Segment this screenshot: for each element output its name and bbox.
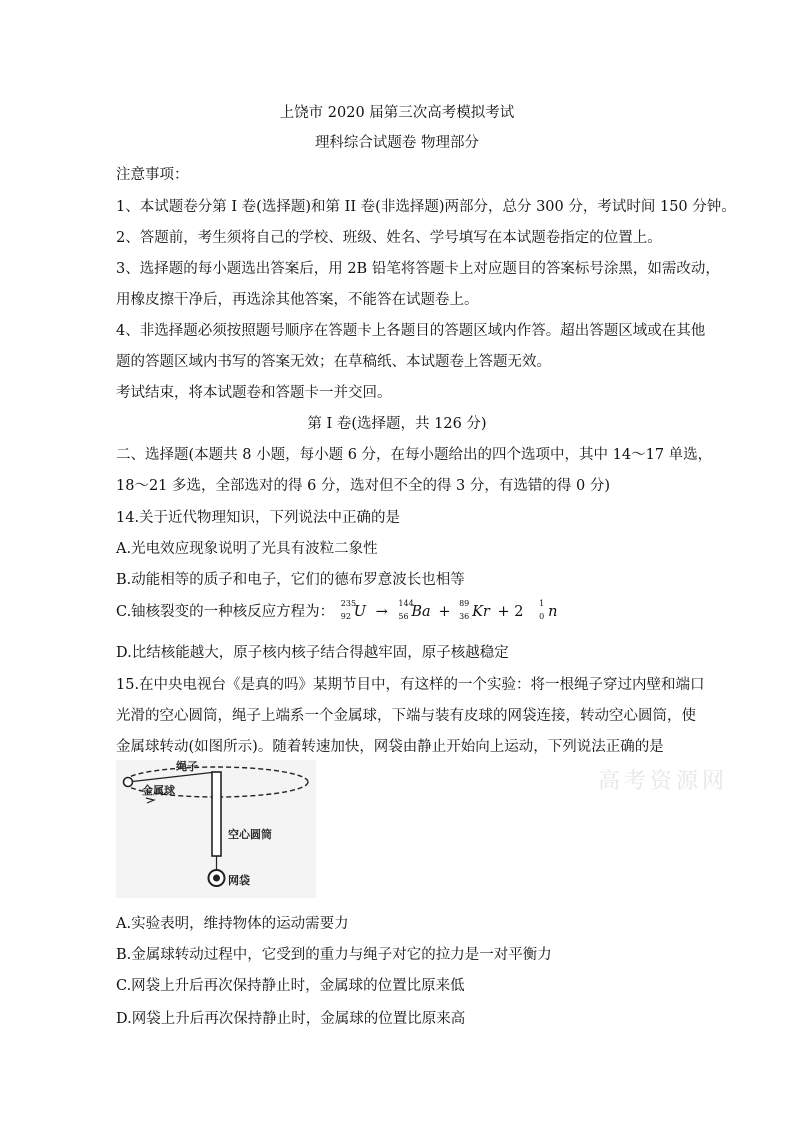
q15-stem-line-1: 15.在中央电视台《是真的吗》某期节目中，有这样的一个实验：将一根绳子穿过内壁和端口 bbox=[116, 677, 705, 693]
q14-option-d: D.比结核能越大，原子核内核子结合得越牢固，原子核越稳定 bbox=[116, 645, 509, 661]
notice-item-1: 1、本试题卷分第 I 卷(选择题)和第 II 卷(非选择题)两部分，总分 300 分，考试时间 150 分钟。 bbox=[116, 199, 736, 215]
notice-item-2: 2、答题前，考生须将自己的学校、班级、姓名、学号填写在本试题卷指定的位置上。 bbox=[116, 230, 662, 246]
exam-title: 上饶市 2020 届第三次高考模拟考试 bbox=[279, 105, 515, 121]
q15-option-d: D.网袋上升后再次保持静止时，金属球的位置比原来高 bbox=[116, 1011, 466, 1027]
barium-nuclide: 144 56 Ba bbox=[398, 599, 431, 621]
plus-sign: + bbox=[438, 604, 451, 620]
label-net: 网袋 bbox=[228, 874, 250, 887]
label-rope: 绳子 bbox=[176, 760, 198, 773]
notice-item-3-cont: 用橡皮擦干净后，再选涂其他答案，不能答在试题卷上。 bbox=[116, 292, 479, 308]
q15-option-a: A.实验表明，维持物体的运动需要力 bbox=[116, 916, 349, 932]
section-instruction-1: 二、选择题(本题共 8 小题，每小题 6 分，在每小题给出的四个选项中，其中 14～17 单选， bbox=[116, 447, 713, 463]
q15-stem-line-2: 光滑的空心圆筒，绳子上端系一个金属球，下端与装有皮球的网袋连接，转动空心圆筒，使 bbox=[116, 708, 696, 724]
reaction-arrow: → bbox=[375, 604, 388, 620]
watermark: 高考资源网 bbox=[598, 769, 729, 794]
uranium-nuclide: 235 92 U bbox=[340, 599, 367, 621]
q15-option-b: B.金属球转动过程中，它受到的重力与绳子对它的拉力是一对平衡力 bbox=[116, 947, 552, 963]
section-title: 第 I 卷(选择题，共 126 分) bbox=[307, 416, 487, 432]
label-tube: 空心圆筒 bbox=[228, 828, 272, 841]
notice-heading: 注意事项： bbox=[116, 167, 189, 183]
hollow-tube bbox=[212, 772, 221, 856]
neutron: 1 0 n bbox=[539, 599, 558, 621]
q14-option-c bbox=[116, 600, 558, 624]
plus-two: + 2 bbox=[497, 604, 524, 620]
net-bag bbox=[213, 875, 220, 882]
figure-drawing bbox=[116, 760, 316, 898]
q15-stem-line-3: 金属球转动(如图所示)。随着转速加快，网袋由静止开始向上运动，下列说法正确的是 bbox=[116, 739, 664, 755]
notice-item-4: 4、非选择题必须按照题号顺序在答题卡上各题目的答题区域内作答。超出答题区域或在其他 bbox=[116, 323, 706, 339]
nuclear-equation bbox=[340, 599, 559, 621]
q14-stem: 14.关于近代物理知识，下列说法中正确的是 bbox=[116, 510, 401, 526]
notice-ending: 考试结束，将本试题卷和答题卡一并交回。 bbox=[116, 385, 392, 401]
q15-option-c: C.网袋上升后再次保持静止时，金属球的位置比原来低 bbox=[116, 978, 465, 994]
metal-ball bbox=[124, 778, 133, 787]
notice-item-3: 3、选择题的每小题选出答案后，用 2B 铅笔将答题卡上对应题目的答案标号涂黑，如需改动， bbox=[116, 261, 720, 277]
section-instruction-2: 18～21 多选，全部选对的得 6 分，选对但不全的得 3 分，有选错的得 0 分) bbox=[116, 478, 610, 494]
exam-subtitle: 理科综合试题卷 物理部分 bbox=[314, 135, 480, 151]
q14-option-b: B.动能相等的质子和电子，它们的德布罗意波长也相等 bbox=[116, 572, 465, 588]
rotating-ball-figure bbox=[116, 760, 316, 898]
label-ball: 金属球 bbox=[142, 784, 175, 797]
notice-item-4-cont: 题的答题区域内书写的答案无效；在草稿纸、本试题卷上答题无效。 bbox=[116, 354, 551, 370]
q14-option-a: A.光电效应现象说明了光具有波粒二象性 bbox=[116, 541, 378, 557]
q14-option-c-label: C.铀核裂变的一种核反应方程为： bbox=[116, 604, 335, 620]
krypton-nuclide: 89 36 Kr bbox=[459, 599, 490, 621]
